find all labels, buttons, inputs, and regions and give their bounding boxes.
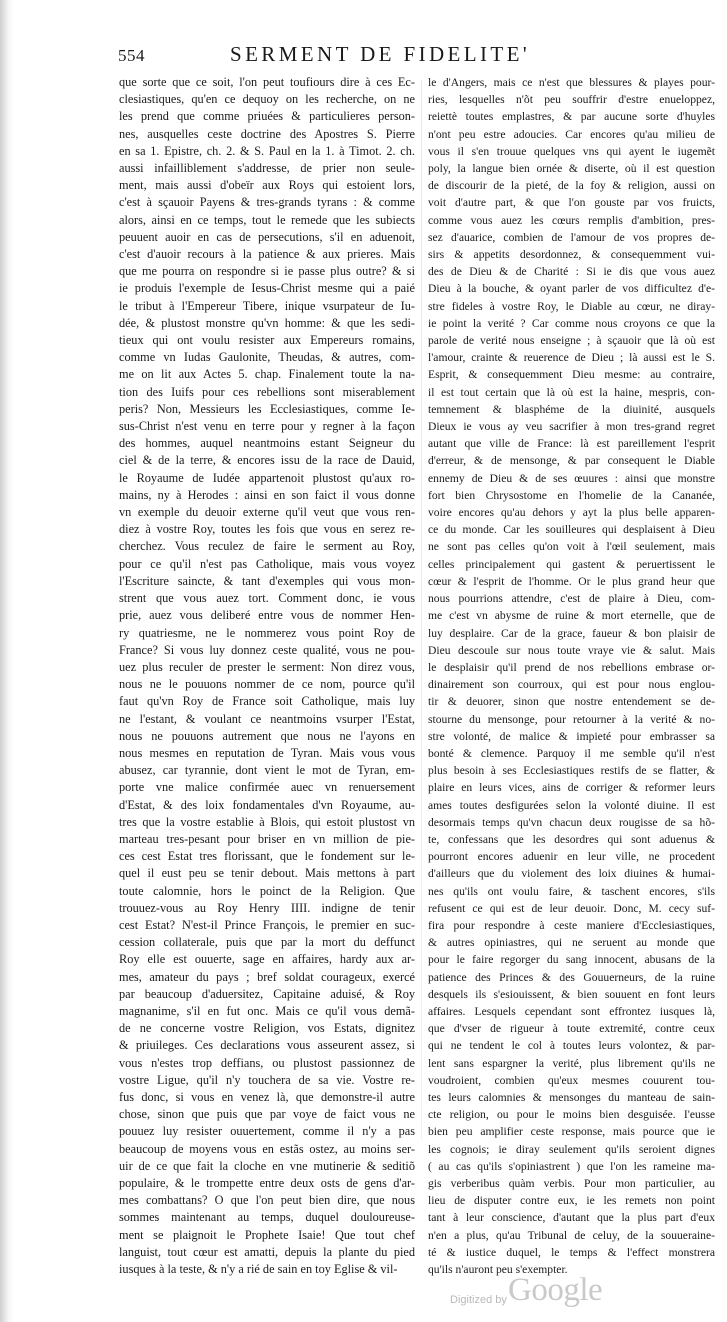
- text-line: dée, & plustost monstre qu'vn homme: & que les sedi-: [119, 315, 415, 330]
- text-line: plus besoin à ses Ecclesiastiques restifs de se flatter, &: [428, 764, 715, 778]
- text-line: Dieux ie vous ay veu sacrifier à mon tres-grand regret: [428, 420, 715, 434]
- text-line: le Royaume de Iudée appartenoit plustost qu'aux ro-: [119, 470, 415, 485]
- running-title: SERMENT DE FIDELITE': [230, 42, 531, 66]
- text-line: sirs & appetits desordonnez, & consequemment vui-: [428, 248, 715, 262]
- text-line: diez à vostre Roy, toutes les fois que vous en serez re-: [119, 522, 415, 537]
- text-line: bonté & clemence. Parquoy il me semble qu'il n'est: [428, 746, 715, 760]
- text-line: ries, lesquelles n'õt peu souffrir d'estre enueloppez,: [428, 93, 715, 107]
- text-line: bien peu amplifier ceste response, mais pource que ie: [428, 1125, 715, 1139]
- text-line: par beaucoup d'aduersitez, Capitaine aduisé, & Roy: [119, 986, 415, 1001]
- text-line: ment, mais aussi d'obeïr aux Roys qui estoient lors,: [119, 178, 415, 193]
- google-logo: Google: [508, 1272, 603, 1308]
- text-line: te, confessans que les desordres qui sont aduenus &: [428, 832, 715, 846]
- text-line: iusques à la teste, & n'y a rié de sain en toy Eglise & vil-: [119, 1262, 398, 1277]
- text-line: ( au cas qu'ils s'opiniastrent ) que l'on les rameine ma-: [428, 1159, 715, 1173]
- digitization-watermark: [450, 1270, 610, 1320]
- text-line: de ne concerne vostre Religion, vos Estats, dignitez: [119, 1021, 415, 1036]
- text-line: affaires. Lesquels cependant sont effrontez iusques là,: [428, 1004, 715, 1018]
- page-header: [118, 42, 718, 72]
- text-line: languist, tout cœur est amatti, depuis la plante du pied: [119, 1244, 415, 1259]
- text-line: tion des Iuifs pour ces rebellions sont miserablement: [119, 384, 415, 399]
- text-line: que me pourra on respondre si ie passe plus outre? & si: [119, 264, 415, 279]
- text-line: tres que la vostre establie à Blois, qui estoit plustost vn: [119, 814, 415, 829]
- text-line: le tribut à l'Empereur Tibere, inique vsurpateur de Iu-: [119, 298, 415, 313]
- text-line: qu'ils n'auront peu s'exempter.: [428, 1263, 568, 1277]
- text-line: refusent ce qui est de leur deuoir. Donc, M. cecy suf-: [428, 901, 715, 915]
- text-line: stourne du mensonge, pour retourner à la verité & no-: [428, 712, 715, 726]
- text-line: nous mesmes en reputation de Tyran. Mais vous vous: [119, 745, 415, 760]
- text-line: c'est d'auoir recours à la patience & aux prieres. Mais: [119, 247, 415, 262]
- text-line: ne sont pas celles qu'on voit à l'œil seulement, mais: [428, 540, 715, 554]
- text-line: nes qu'ils ont voulu faire, & taschent encores, s'ils: [428, 884, 715, 898]
- text-line: marteau tres-pesant pour briser en vn million de pie-: [119, 831, 415, 846]
- text-line: magnanime, s'il en fut onc. Mais ce qu'il vous demã-: [119, 1003, 415, 1018]
- text-line: porte vne malice confirmée auec vn renuersement: [119, 780, 415, 795]
- text-line: nous ne le pouuons nommer de ce nom, pource qu'il: [119, 677, 415, 692]
- text-line: pour le faire regorger du sang innocent, abusans de la: [428, 953, 715, 967]
- text-line: ennemy de Dieu & de ses œuures : ainsi que monstre: [428, 471, 715, 485]
- text-line: il est tout certain que là où est la haine, mespris, con-: [428, 385, 715, 399]
- text-line: ie produis l'exemple de Iesus-Christ mesme qui a paié: [119, 281, 415, 296]
- right-text-column: [428, 74, 715, 1278]
- text-line: voire encores qu'au dehors y ayt la plus belle apparen-: [428, 506, 715, 520]
- text-line: desormais temps qu'vn chacun deux rougisse de sa hõ-: [428, 815, 715, 829]
- text-line: cession collaterale, puis que par la mort du deffunct: [119, 935, 415, 950]
- text-line: fira pour respondre à ceste maniere d'Ecclesiastiques,: [428, 918, 715, 932]
- text-line: nes, ausquelles ceste doctrine des Apostres S. Pierre: [119, 126, 415, 141]
- text-line: dinairement son courroux, qui est pour nous englou-: [428, 678, 715, 692]
- text-line: comme vous auez les cœurs remplis d'ambition, pres-: [428, 213, 715, 227]
- digitized-by-label: Digitized by: [450, 1294, 507, 1306]
- text-line: n'en a plus, qu'au Tribunal de celuy, de la souueraine-: [428, 1228, 715, 1242]
- text-line: pouuez luy resister ouuertement, comme il n'y a pas: [119, 1124, 415, 1139]
- text-line: tieux qui ont voulu resister aux Empereurs romains,: [119, 333, 415, 348]
- text-line: stre volonté, de malice & impieté pour embrasser sa: [428, 729, 715, 743]
- text-line: abusez, car tyrannie, dont vient le mot de Tyran, em-: [119, 763, 415, 778]
- text-line: cœur & l'esprit de l'homme. Or le plus grand heur que: [428, 574, 715, 588]
- text-line: fort bien Chrysostome en l'homelie de la Cananée,: [428, 488, 715, 502]
- text-line: des hommes, auquel neantmoins estant Seigneur du: [119, 436, 415, 451]
- page-edge-shadow: [0, 0, 14, 1322]
- text-line: tant à leur conscience, d'autant que la plus part d'eux: [428, 1211, 715, 1225]
- left-text-column: [119, 74, 415, 1278]
- text-line: les cognois; ie diray seulement qu'ils seroient dignes: [428, 1142, 715, 1156]
- text-line: beaucoup de moyens vous en estãs ostez, au moins ser-: [119, 1141, 415, 1156]
- text-line: & priuileges. Ces declarations vous asseurent assez, si: [119, 1038, 415, 1053]
- text-line: sommes maintenant au temps, duquel douloureuse-: [119, 1210, 415, 1225]
- text-line: d'ailleurs que du violement des loix diuines & humai-: [428, 867, 715, 881]
- text-line: prie, auez vous deliberé entre vous de nommer Hen-: [119, 608, 415, 623]
- text-line: me on lit aux Actes 5. chap. Finalement toute la na-: [119, 367, 415, 382]
- text-line: Dieu descoule sur nous toute vraye vie & salut. Mais: [428, 643, 715, 657]
- text-line: n'ont peu estre adoucies. Car encores qu'au milieu de: [428, 127, 715, 141]
- text-line: toute calomnie, hors le poinct de la Religion. Que: [119, 883, 415, 898]
- text-line: fus donc, si vous en venez là, que demonstre-il autre: [119, 1089, 415, 1104]
- text-line: mains, ny à Herodes : ainsi en son faict il vous donne: [119, 487, 415, 502]
- text-line: nous pourrions attendre, c'est de plaire à Dieu, com-: [428, 592, 715, 606]
- text-line: comme vn Iudas Gaulonite, Theudas, & autres, com-: [119, 350, 415, 365]
- text-line: ce du monde. Car les souilleures qui desplaisent à Dieu: [428, 523, 715, 537]
- text-line: lieu de disputer contre eux, ie les remets non point: [428, 1194, 715, 1208]
- text-line: le d'Angers, mais ce n'est que blessures & playes pour-: [428, 76, 715, 89]
- text-line: parole de verité nous enseigne ; à sçauoir que là où est: [428, 334, 715, 348]
- text-line: gis verberibus quàm verbis. Pour mon particulier, au: [428, 1177, 715, 1190]
- text-line: populaire, & le trompette entre deux osts de gens d'ar-: [119, 1176, 415, 1190]
- text-line: voit d'autre part, & que l'on gouste par vos fruicts,: [428, 196, 715, 210]
- text-line: France? Si vous luy donnez ceste qualité, vous ne pou-: [119, 642, 415, 657]
- text-line: luy desplaire. Car de la grace, faueur & bon plaisir de: [428, 626, 715, 640]
- text-line: aussi infailliblement s'addresse, de prier non seule-: [119, 161, 415, 176]
- text-line: peris? Non, Messieurs les Ecclesiastiques, comme Ie-: [119, 401, 415, 416]
- text-line: me c'est vn abysme de ruine & mort eternelle, que de: [428, 609, 715, 623]
- text-line: cte religion, ou pour le moins bien desguisée. I'eusse: [428, 1108, 715, 1122]
- text-line: faut qu'vn Roy de France soit Catholique, mais luy: [119, 694, 415, 709]
- text-line: le desplaisir qu'il prend de nos rebellions embrase or-: [428, 660, 715, 674]
- text-line: plaire en leurs vices, ains de corriger & reformer leurs: [428, 781, 715, 795]
- text-line: peuuent auoir en cas de persecutions, s'il en aduenoit,: [119, 229, 415, 244]
- text-line: de discourir de la pieté, de la foy & religion, aussi on: [428, 179, 715, 193]
- text-line: cherchez. Vous reculez de faire le serment au Roy,: [119, 539, 415, 554]
- text-line: quel il eust peu se tenir debout. Mais mettons à part: [119, 866, 415, 881]
- text-line: desquels ils s'esiouissent, & bien souuent en font leurs: [428, 987, 715, 1001]
- text-line: & autres opiniastres, qui ne seruent au monde que: [428, 936, 715, 950]
- text-line: chose, sinon que puis que par voye de faict vous ne: [119, 1107, 415, 1122]
- text-line: patience des Princes & des Gouuerneurs, de la ruine: [428, 970, 715, 984]
- text-line: reiettè toutes emplastres, & par aucune sorte d'huyles: [428, 110, 715, 124]
- text-line: d'Estat, & des loix fondamentales d'vn Royaume, au-: [119, 797, 415, 812]
- text-line: ces cest Estat tres florissant, que le fondement sur le-: [119, 849, 415, 864]
- text-line: nous ne pouuons autrement que nous ne l'ayons en: [119, 728, 415, 743]
- text-line: mes combattans? O que l'on peut bien dire, que nous: [119, 1193, 415, 1208]
- text-line: des de Dieu & de Charité : Si ie dis que vous auez: [428, 265, 715, 279]
- text-line: vous il s'en trouue quelques vns qui ayent le iugemẽt: [428, 144, 715, 158]
- text-line: temnement & blasphéme de la diuinité, ausquels: [428, 402, 715, 416]
- column-gutter: [421, 80, 422, 1140]
- text-line: clesiastiques, qu'en ce dequoy on les recherche, on ne: [119, 92, 415, 107]
- text-line: ry quatriesme, ne le nommerez vous point Roy de: [119, 625, 415, 640]
- text-line: mes, amateur du pays ; bref soldat courageux, exercé: [119, 969, 415, 984]
- text-line: Esprit, & consequemment Dieu mesme: au contraire,: [428, 368, 715, 382]
- text-line: vous n'estes trop deffians, ou plustost passionnez de: [119, 1055, 415, 1070]
- text-line: stre fideles à vostre Roy, le Diable au cœur, ne diray-: [428, 299, 715, 313]
- text-line: que sorte que ce soit, l'on peut toufiours dire à ces Ec-: [119, 75, 415, 89]
- text-line: en sa 1. Epistre, ch. 2. & S. Paul en la 1. à Timot. 2. ch.: [119, 143, 415, 158]
- text-line: l'Escriture saincte, & tant d'exemples qui vous mon-: [119, 573, 415, 588]
- text-line: tes leurs calomnies & mensonges du manteau de sain-: [428, 1090, 715, 1104]
- text-line: alors, ainsi en ce temps, tout le remede que les subiects: [119, 212, 415, 227]
- text-line: Dieu à la bouche, & oyant parler de vos difficultez d'e-: [428, 282, 715, 296]
- text-line: c'est à sçauoir Payens & tres-grands tyrans : & comme: [119, 195, 415, 210]
- text-line: autant que ville de France: là est pareillement l'esprit: [428, 437, 715, 451]
- text-line: vn exemple du deuoir externe qu'il veut que vous ren-: [119, 505, 415, 520]
- text-line: l'amour, crainte & reuerence de Dieu ; là aussi est le S.: [428, 351, 715, 365]
- text-line: celles principalement qui gastent & peruertissent le: [428, 557, 715, 571]
- text-line: ie point la verité ? Car comme nous croyons ce que la: [428, 316, 715, 330]
- text-line: voudroient, combien qu'eux mesmes couurent tou-: [428, 1073, 715, 1087]
- page-number: 554: [118, 46, 145, 65]
- text-line: pour ce qu'il n'est pas Catholique, mais vous voyez: [119, 556, 415, 571]
- text-line: té & iustice duquel, le temps & l'effect monstrera: [428, 1245, 715, 1259]
- text-line: ne l'estant, & voulant ce neantmoins vsurper l'Estat,: [119, 711, 415, 726]
- text-line: tir & deuorer, sinon que nostre entendement se de-: [428, 695, 715, 709]
- text-line: strent que vous auez tort. Comment donc, ie vous: [119, 591, 415, 606]
- text-line: sez d'auarice, combien de l'amour de vos propres de-: [428, 230, 715, 244]
- text-line: uez plus reculer de prester le serment: Non direz vous,: [119, 659, 415, 674]
- text-line: ames toutes desfigurées selon la volonté diuine. Il est: [428, 798, 715, 812]
- text-line: Roy elle est ouuerte, sage en affaires, hardy aux ar-: [119, 952, 415, 967]
- text-line: ment se plaignoit le Prophete Isaie! Que tout chef: [119, 1227, 415, 1242]
- text-line: uir de ce que fait la cloche en vne mutinerie & seditiõ: [119, 1158, 415, 1173]
- text-line: qui ne tendent le col à toutes leurs volontez, & par-: [428, 1039, 715, 1053]
- text-line: les prend que comme priuées & particulieres person-: [119, 109, 415, 124]
- text-line: que d'vser de rigueur à toute extremité, contre ceux: [428, 1022, 715, 1036]
- text-line: lent sans espargner la verité, plus librement qu'ils ne: [428, 1056, 715, 1070]
- text-line: pourront encores aduenir en leur ville, ne procedent: [428, 850, 715, 864]
- text-line: ciel & de la terre, & encores issu de la race de Dauid,: [119, 453, 415, 468]
- text-line: vostre Ligue, qu'il n'y touchera de sa vie. Vostre re-: [119, 1072, 415, 1087]
- text-line: cest Estat? N'est-il Prince François, le premier en suc-: [119, 917, 415, 932]
- text-line: poly, la langue bien ornée & diserte, où il est question: [428, 162, 715, 176]
- text-line: trouuez-vous au Roy Henry IIII. indigne de tenir: [119, 900, 415, 915]
- text-line: d'erreur, & de mensonge, & par consequent le Diable: [428, 454, 715, 468]
- text-line: sus-Christ n'est venu en terre pour y regner à la façon: [119, 419, 415, 434]
